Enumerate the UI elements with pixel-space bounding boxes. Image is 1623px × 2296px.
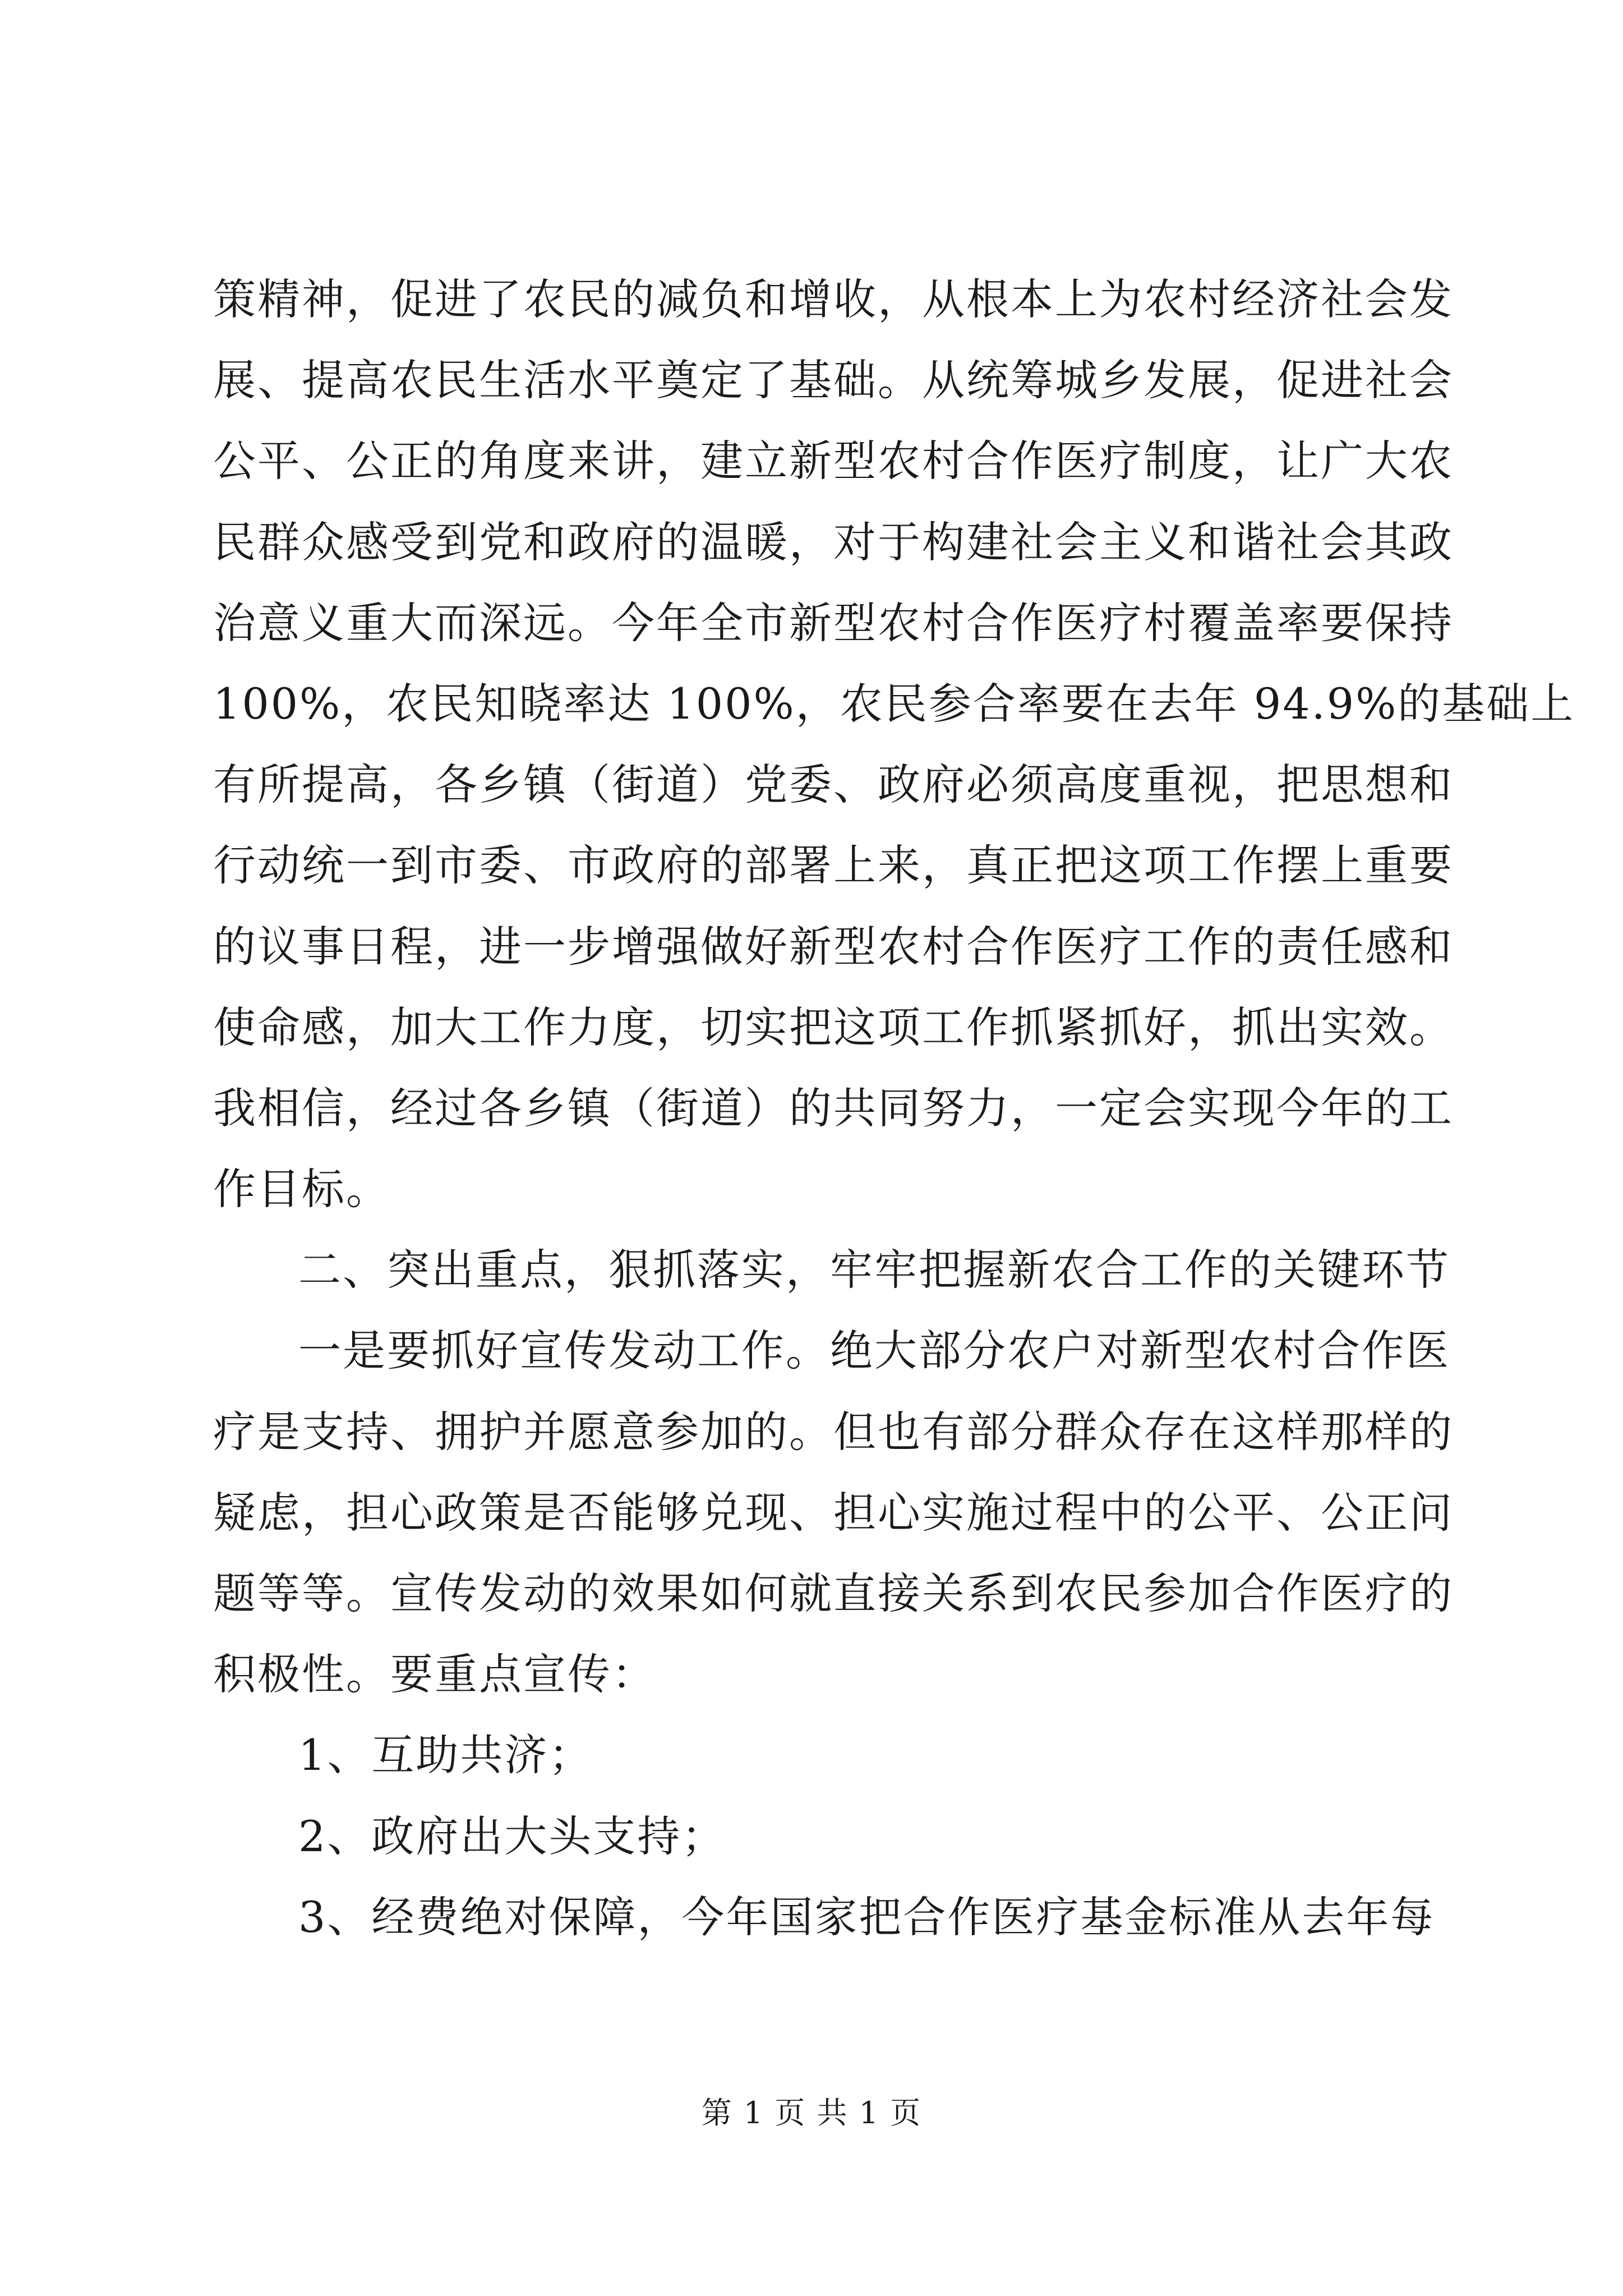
text-line: 我相信，经过各乡镇（街道）的共同努力，一定会实现今年的工 <box>213 1083 1454 1133</box>
text-line: 使命感，加大工作力度，切实把这项工作抓紧抓好，抓出实效。 <box>213 1002 1454 1052</box>
text-line: 2、政府出大头支持； <box>298 1811 726 1861</box>
text-line: 100%，农民知晓率达 100%，农民参合率要在去年 94.9%的基础上 <box>213 678 1575 729</box>
document-body <box>213 259 1575 1958</box>
text-line: 3、经费绝对保障，今年国家把合作医疗基金标准从去年每 <box>298 1892 1435 1942</box>
text-line: 作目标。 <box>213 1164 390 1214</box>
text-line: 治意义重大而深远。今年全市新型农村合作医疗村覆盖率要保持 <box>213 597 1454 648</box>
text-line: 展、提高农民生活水平奠定了基础。从统筹城乡发展，促进社会 <box>213 355 1454 406</box>
text-line: 疑虑，担心政策是否能够兑现、担心实施过程中的公平、公正问 <box>213 1487 1454 1538</box>
text-line: 公平、公正的角度来讲，建立新型农村合作医疗制度，让广大农 <box>213 436 1454 486</box>
text-line: 的议事日程，进一步增强做好新型农村合作医疗工作的责任感和 <box>213 921 1454 972</box>
text-line: 有所提高，各乡镇（街道）党委、政府必须高度重视，把思想和 <box>213 760 1454 810</box>
text-line: 一是要抓好宣传发动工作。绝大部分农户对新型农村合作医 <box>298 1326 1450 1376</box>
page-footer: 第 1 页 共 1 页 <box>701 2095 922 2131</box>
text-line: 民群众感受到党和政府的温暖，对于构建社会主义和谐社会其政 <box>213 517 1454 567</box>
text-line: 二、突出重点，狠抓落实，牢牢把握新农合工作的关键环节 <box>298 1245 1450 1295</box>
text-line: 题等等。宣传发动的效果如何就直接关系到农民参加合作医疗的 <box>213 1568 1454 1618</box>
text-line: 行动统一到市委、市政府的部署上来，真正把这项工作摆上重要 <box>213 840 1454 891</box>
text-line: 疗是支持、拥护并愿意参加的。但也有部分群众存在这样那样的 <box>213 1406 1454 1457</box>
text-line: 1、互助共济； <box>298 1730 593 1780</box>
text-line: 积极性。要重点宣传： <box>213 1649 656 1700</box>
text-line: 策精神，促进了农民的减负和增收，从根本上为农村经济社会发 <box>213 274 1454 324</box>
